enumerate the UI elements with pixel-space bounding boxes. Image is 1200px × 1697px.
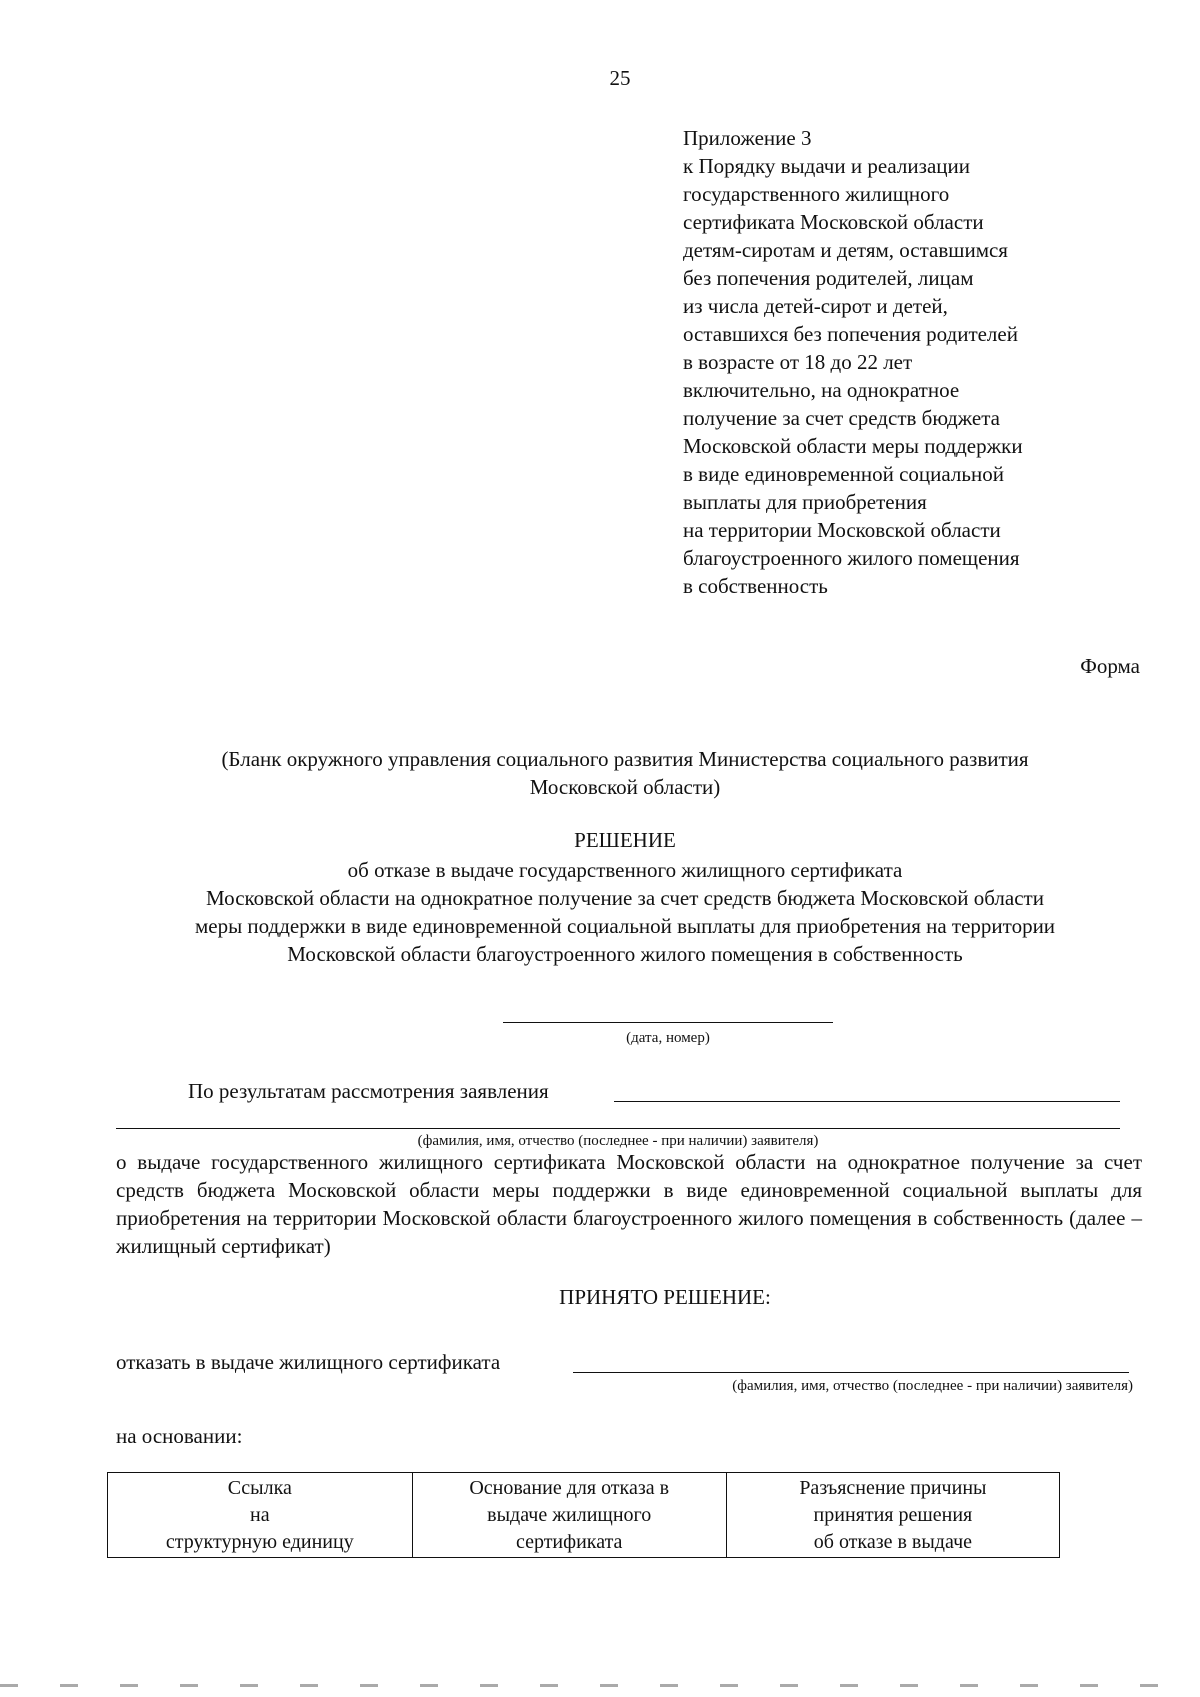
decision-subtitle-line: Московской области на однократное получение за счет средств бюджета Московской области bbox=[206, 886, 1044, 910]
decision-title: РЕШЕНИЕ bbox=[574, 828, 676, 852]
page-number: 25 bbox=[609, 66, 631, 90]
table-header-row bbox=[108, 1473, 1060, 1558]
basis-label: на основании: bbox=[116, 1424, 243, 1448]
letterhead-note bbox=[100, 745, 1150, 801]
appendix-line: Московской области меры поддержки bbox=[683, 434, 1023, 458]
letterhead-note-line: Московской области) bbox=[529, 775, 721, 799]
appendix-line: из числа детей-сирот и детей, bbox=[683, 294, 948, 318]
review-label: По результатам рассмотрения заявления bbox=[188, 1079, 549, 1103]
date-number-caption: (дата, номер) bbox=[626, 1030, 710, 1046]
decision-subtitle bbox=[110, 856, 1140, 968]
appendix-line: в собственность bbox=[683, 574, 828, 598]
appendix-line: получение за счет средств бюджета bbox=[683, 406, 1000, 430]
column-header-explanation bbox=[726, 1473, 1059, 1558]
appendix-line: включительно, на однократное bbox=[683, 378, 960, 402]
appendix-line: выплаты для приобретения bbox=[683, 490, 927, 514]
column-header-line: сертификата bbox=[515, 1531, 623, 1553]
column-header-line: принятия решения bbox=[813, 1504, 973, 1526]
appendix-line: оставшихся без попечения родителей bbox=[683, 322, 1018, 346]
appendix-line: в возрасте от 18 до 22 лет bbox=[683, 350, 913, 374]
column-header-line: на bbox=[250, 1504, 270, 1526]
column-header-line: Основание для отказа в bbox=[469, 1477, 670, 1499]
decision-subtitle-line: меры поддержки в виде единовременной социальной выплаты для приобретения на территории bbox=[194, 914, 1056, 938]
letterhead-note-line: (Бланк окружного управления социального развития Министерства социального развития bbox=[221, 747, 1029, 771]
refuse-caption: (фамилия, имя, отчество (последнее - при наличии) заявителя) bbox=[732, 1378, 1133, 1394]
refused-applicant-field[interactable] bbox=[573, 1372, 1129, 1373]
refusal-reasons-table bbox=[107, 1472, 1060, 1558]
decision-accepted-heading: ПРИНЯТО РЕШЕНИЕ: bbox=[559, 1285, 771, 1309]
scan-edge-artifact bbox=[0, 1684, 1200, 1687]
appendix-reference bbox=[683, 124, 1023, 600]
column-header-line: Ссылка bbox=[227, 1477, 292, 1499]
applicant-caption: (фамилия, имя, отчество (последнее - при наличии) заявителя) bbox=[417, 1133, 819, 1149]
column-header-reference bbox=[108, 1473, 413, 1558]
column-header-line: структурную единицу bbox=[165, 1531, 354, 1553]
appendix-line: сертификата Московской области bbox=[683, 210, 984, 234]
application-field[interactable] bbox=[614, 1101, 1120, 1102]
applicant-name-field[interactable] bbox=[116, 1128, 1120, 1129]
appendix-line: Приложение 3 bbox=[683, 126, 812, 150]
request-paragraph: о выдаче государственного жилищного сертификата Московской области на однократное получение за счет средств бюджета Московской области меры поддержки в виде единовременной социальной выплаты для приобретения на территории Московской области благоустроенного жилого помещения в собственность (далее – жилищный сертификат) bbox=[116, 1150, 1142, 1258]
form-label: Форма bbox=[1080, 654, 1140, 678]
decision-subtitle-line: об отказе в выдаче государственного жилищного сертификата bbox=[347, 858, 903, 882]
column-header-line: об отказе в выдаче bbox=[813, 1531, 972, 1553]
appendix-line: на территории Московской области bbox=[683, 518, 1001, 542]
appendix-line: к Порядку выдачи и реализации bbox=[683, 154, 970, 178]
decision-subtitle-line: Московской области благоустроенного жилого помещения в собственность bbox=[287, 942, 963, 966]
column-header-basis bbox=[412, 1473, 726, 1558]
refuse-label: отказать в выдаче жилищного сертификата bbox=[116, 1350, 501, 1374]
appendix-line: детям-сиротам и детям, оставшимся bbox=[683, 238, 1008, 262]
appendix-line: государственного жилищного bbox=[683, 182, 950, 206]
appendix-line: благоустроенного жилого помещения bbox=[683, 546, 1020, 570]
column-header-line: Разъяснение причины bbox=[799, 1477, 987, 1499]
column-header-line: выдаче жилищного bbox=[487, 1504, 652, 1526]
date-number-field[interactable] bbox=[503, 1022, 833, 1023]
appendix-line: без попечения родителей, лицам bbox=[683, 266, 974, 290]
appendix-line: в виде единовременной социальной bbox=[683, 462, 1004, 486]
